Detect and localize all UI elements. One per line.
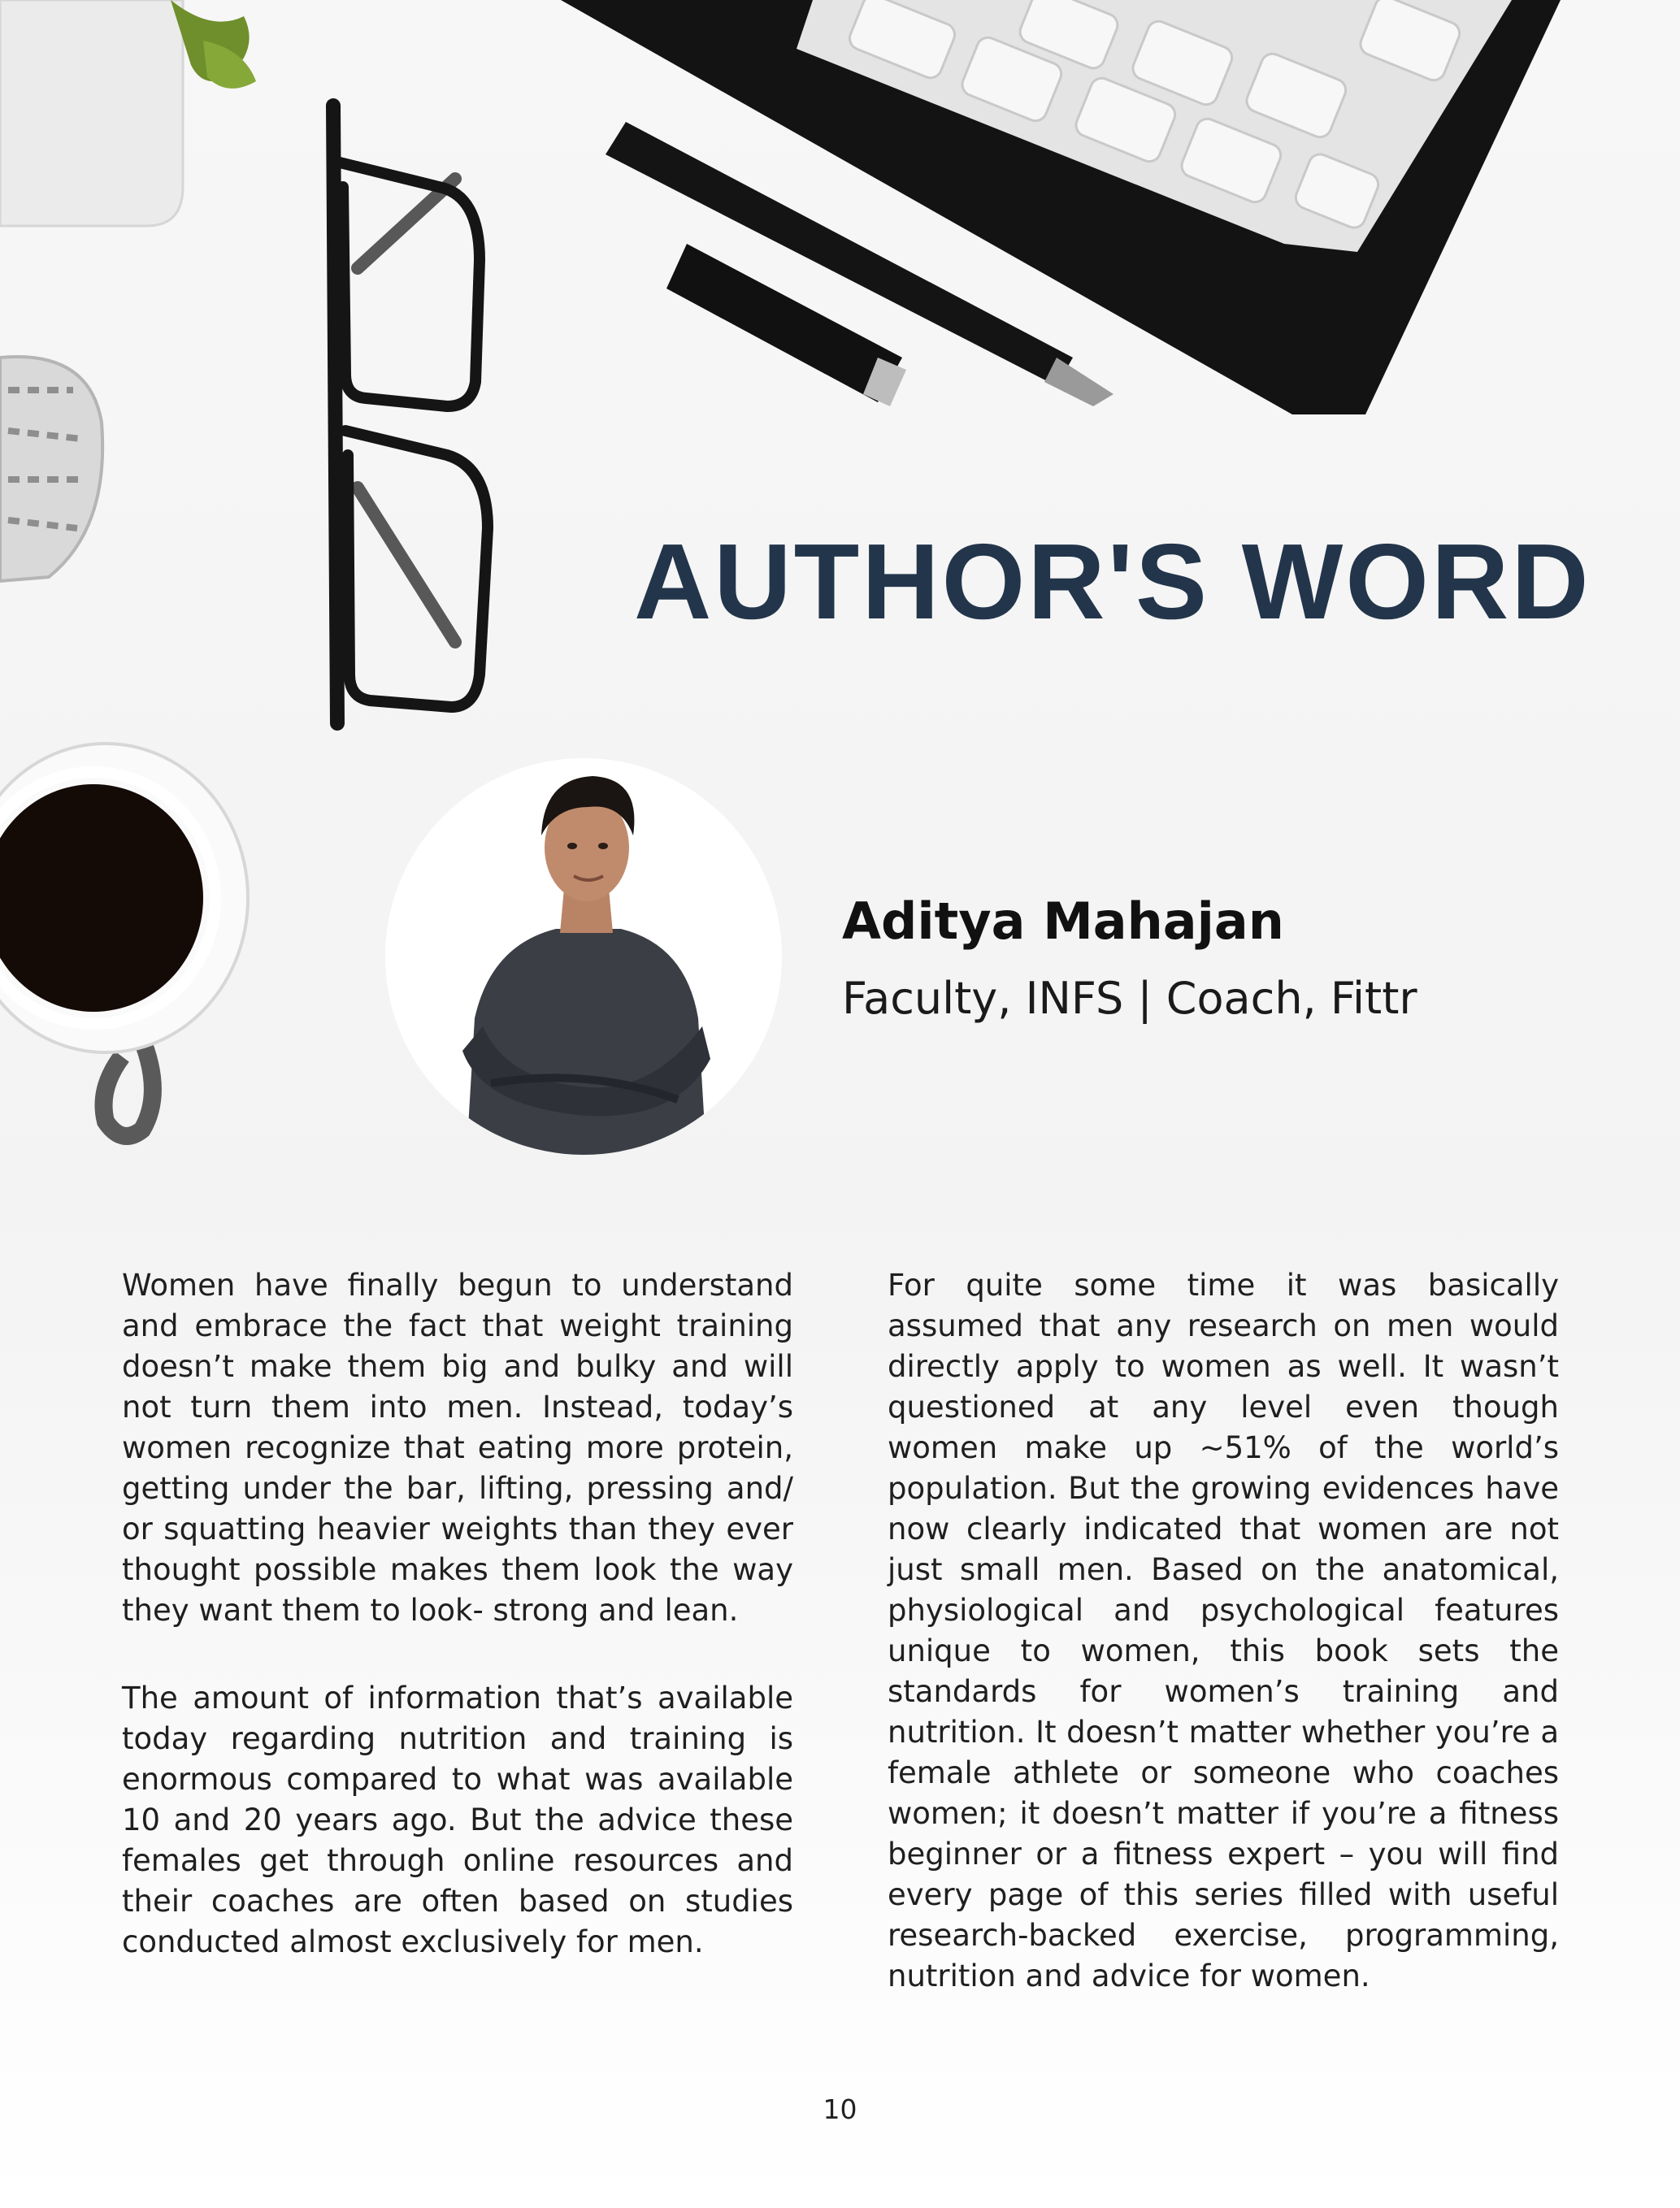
page-number: 10: [823, 2093, 857, 2125]
plant-pot-image: [0, 0, 256, 226]
eyeglasses-image: [333, 106, 488, 723]
author-role: Faculty, INFS | Coach, Fittr: [842, 973, 1417, 1024]
author-portrait-illustration: [385, 758, 782, 1155]
left-column: [122, 1265, 793, 1963]
patterned-planter-image: [0, 357, 102, 581]
coffee-cup-image: [0, 744, 248, 1136]
right-column: [888, 1265, 1559, 1997]
page-title: AUTHOR'S WORD: [634, 522, 1591, 641]
paragraph: For quite some time it was basically assumed that any research on men would directly apply to women as well. It wasn’t questioned at any level even though women make up ~51% of the world’s population. But the growing evidences have now clearly indicated that women are not just small men. Based on the anatomical, physiological and psychological features unique to women, this book sets the standards for women’s training and nutrition. It doesn’t matter whether you’re a female athlete or someone who coaches women; it doesn’t matter if you’re a fitness beginner or a fitness expert – you will find every page of this series filled with useful research-backed exercise, programming, nutrition and advice for women.: [888, 1268, 1559, 1993]
paragraph: The amount of information that’s available today regarding nutrition and training is enormous compared to what was available 10 and 20 years ago. But the advice these females get through online resources and their coaches are often based on studies conducted almost exclusively for men.: [122, 1681, 793, 1959]
author-photo: [385, 758, 782, 1155]
author-name: Aditya Mahajan: [842, 891, 1284, 951]
paragraph: Women have finally begun to understand and embrace the fact that weight training doesn’t make them big and bulky and will not turn them into men. Instead, today’s women recognize that eating more protein, getting under the bar, lifting, pressing and/ or squatting heavier weights than they ever thought possible makes them look the way they want them to look- strong and lean.: [122, 1268, 793, 1628]
